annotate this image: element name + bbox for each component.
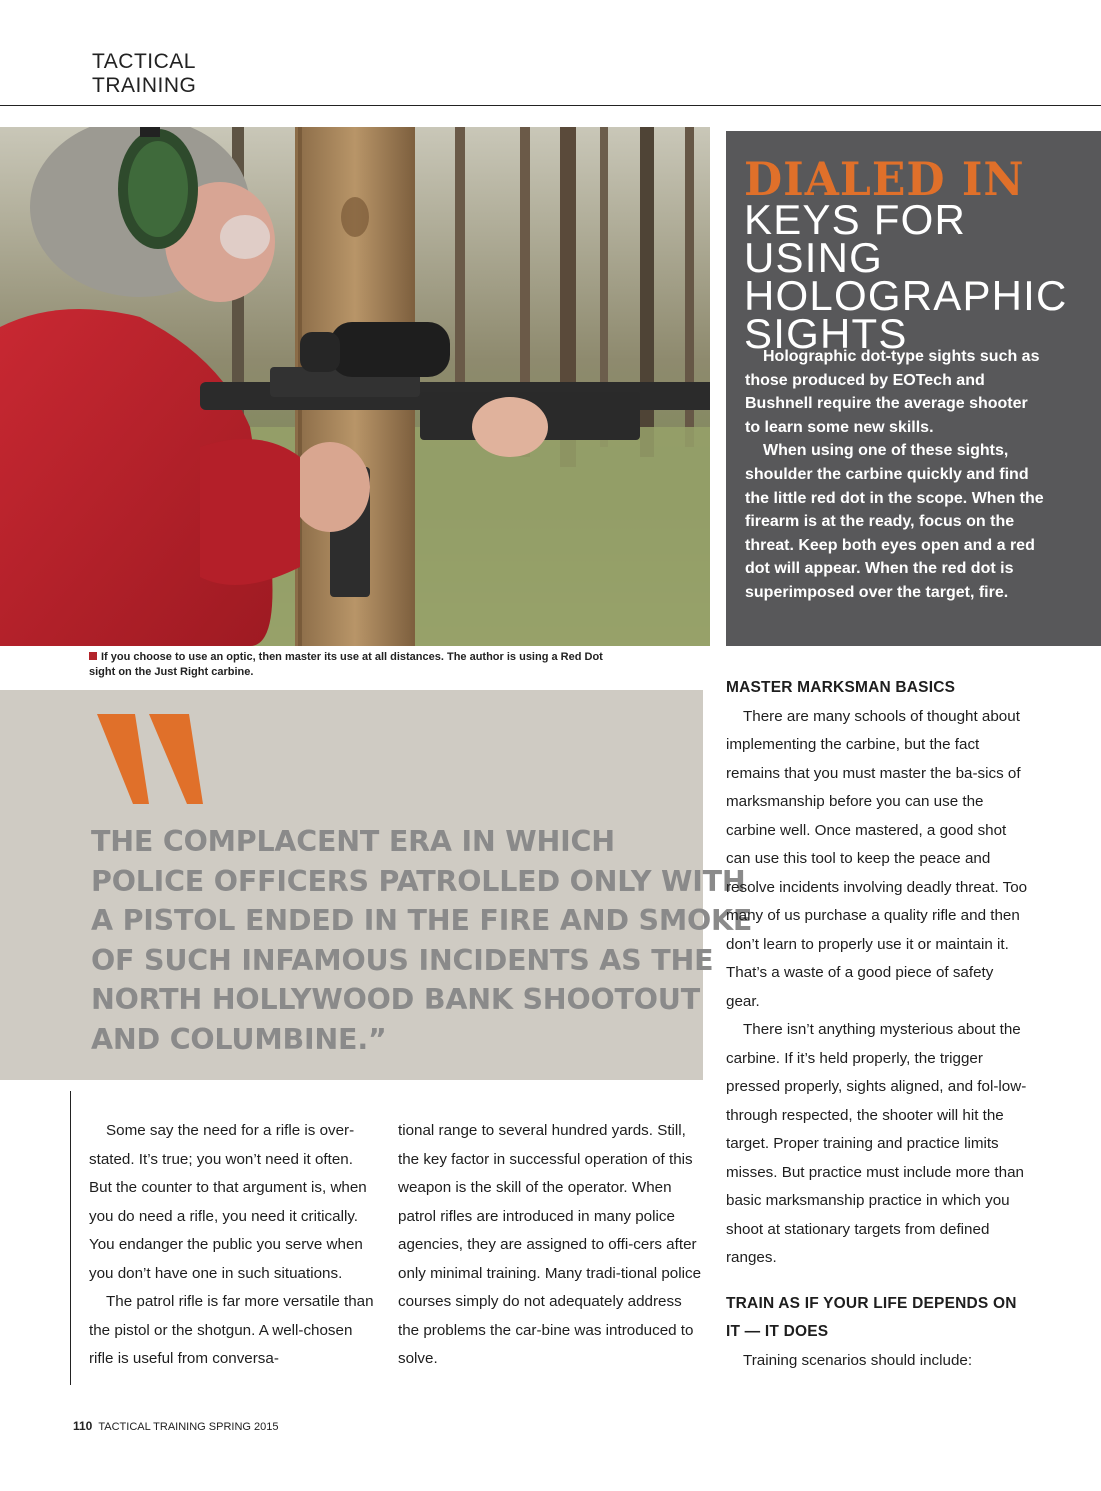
article-paragraph: There are many schools of thought about implementing the carbine, but the fact remains that you must master the ba-sics of marksmanship before you can use the carbine well. Once mastered, a good shot can use this tool to keep the peace and resolve incidents involving deadly threat. Too many of us purchase a quality rifle and then don’t learn to properly use it or maintain it. That’s a waste of a good piece of safety gear. — [726, 707, 1028, 1010]
photo-caption-text: If you choose to use an optic, then master its use at all distances. The author is using a Red Dot sight on the Just Right carbine. — [89, 651, 603, 678]
subhead-master-marksman: MASTER MARKSMAN BASICS — [726, 679, 956, 696]
article-photo — [0, 127, 710, 646]
article-column-3 — [726, 674, 1031, 1375]
header-rule — [0, 105, 1101, 106]
quote-mark-icon — [97, 714, 207, 809]
photo-illustration — [0, 127, 710, 646]
pull-quote-line: THE COMPLACENT ERA IN WHICH — [91, 825, 615, 858]
subhead-train: TRAIN AS IF YOUR LIFE DEPENDS ON IT — IT DOES — [726, 1294, 1017, 1340]
article-column-1 — [89, 1117, 374, 1374]
section-label — [92, 50, 292, 98]
article-paragraph: tional range to several hundred yards. Still, the key factor in successful operation of this weapon is the skill of the operator. When patrol rifles are introduced in many police agencies, they are assigned to offi-cers after only minimal training. Many tradi-tional police courses simply do not adequately address the problems the car-bine was introduced to solve. — [398, 1122, 702, 1367]
caption-marker-icon — [89, 652, 97, 660]
article-paragraph: There isn’t anything mysterious about the carbine. If it’s held properly, the trigger pressed properly, sights aligned, and fol-low-through respected, the shooter will hit the target. Proper training and practice limits misses. But practice must include more than basic marksmanship practice in which you shoot at stationary targets from defined ranges. — [726, 1021, 1027, 1266]
sidebar-box — [726, 131, 1101, 646]
pull-quote-line: NORTH HOLLYWOOD BANK SHOOTOUT — [91, 983, 700, 1017]
pull-quote-line: OF SUCH INFAMOUS INCIDENTS AS THE — [91, 943, 714, 977]
sidebar-kicker: DIALED IN — [744, 152, 1025, 207]
sidebar-paragraph: When using one of these sights, shoulder the carbine quickly and find the little red dot in the scope. When the firearm is at the ready, focus on the threat. Keep both eyes open and a red dot will appear. When the red dot is superimposed over the target, fire. — [745, 442, 1044, 601]
sidebar-title: KEYS FOR USING HOLOGRAPHIC SIGHTS — [744, 196, 1068, 357]
publication-name: TACTICAL TRAINING SPRING 2015 — [98, 1421, 279, 1433]
pull-quote — [0, 690, 753, 1080]
page-folio — [73, 1419, 278, 1433]
article-paragraph: The patrol rifle is far more versatile than the pistol or the shotgun. A well-chosen rifle is useful from conversa- — [89, 1293, 374, 1367]
pull-quote-line: AND COLUMBINE.” — [91, 1022, 387, 1056]
pull-quote-line: POLICE OFFICERS PATROLLED ONLY WITH — [91, 864, 746, 898]
photo-caption — [89, 650, 609, 680]
pull-quote-text — [91, 822, 753, 1060]
page-number: 110 — [73, 1419, 93, 1433]
article-column-2 — [398, 1117, 703, 1374]
pull-quote-line: A PISTOL ENDED IN THE FIRE AND SMOKE — [91, 904, 753, 938]
column-rule — [70, 1091, 71, 1385]
section-label-text: TACTICAL TRAINING — [92, 50, 197, 97]
article-paragraph: Training scenarios should include: — [743, 1351, 973, 1369]
sidebar-body — [745, 345, 1045, 605]
sidebar-paragraph: Holographic dot-type sights such as those produced by EOTech and Bushnell require the average shooter to learn some new skills. — [745, 348, 1040, 436]
article-paragraph: Some say the need for a rifle is over-stated. It’s true; you won’t need it often. But the counter to that argument is, when you do need a rifle, you need it critically. You endanger the public you serve when you don’t have one in such situations. — [89, 1122, 367, 1282]
